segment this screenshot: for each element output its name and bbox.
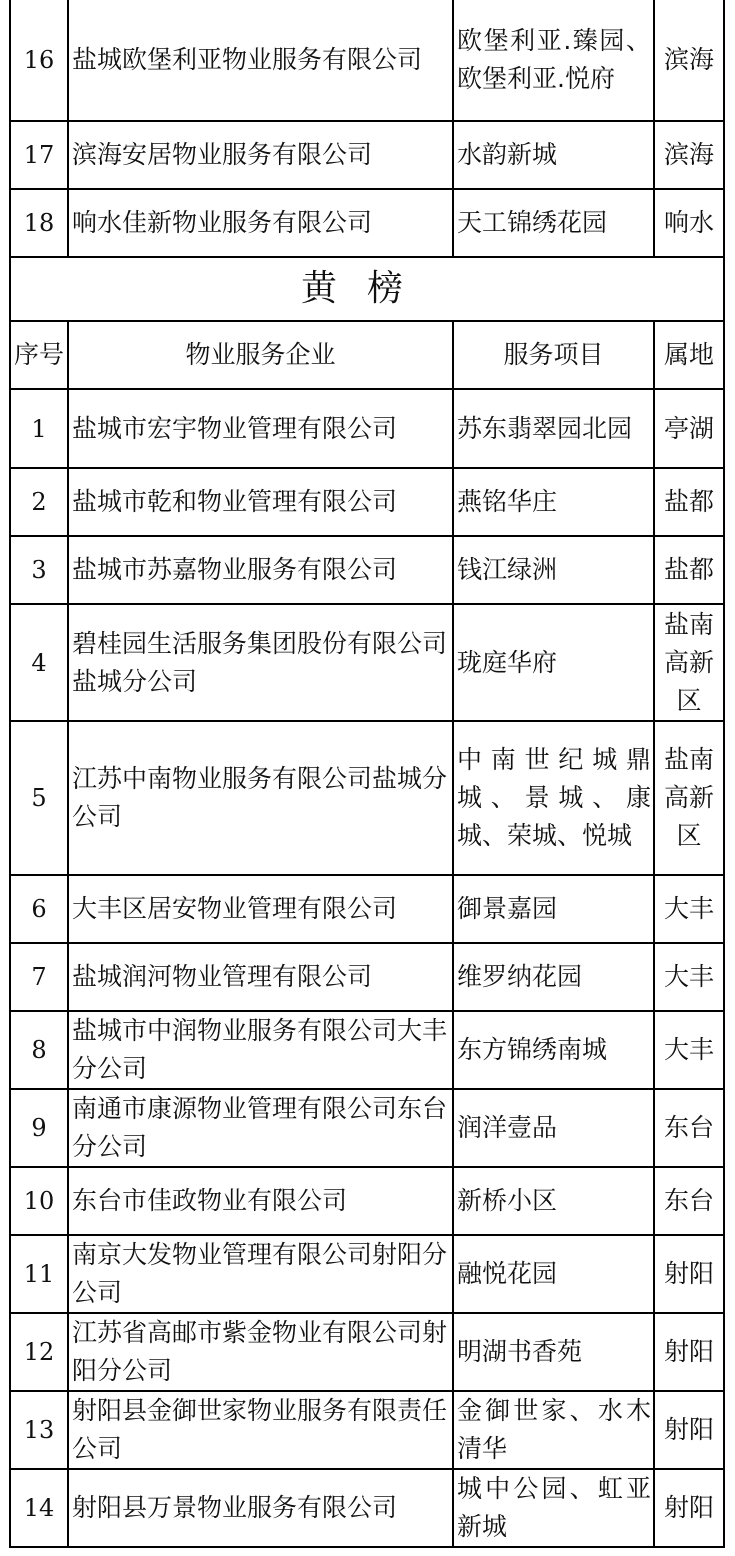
row-number: 11 (10, 1235, 68, 1313)
table-row (10, 1089, 724, 1167)
service-project: 维罗纳花园 (453, 943, 654, 1011)
location: 大丰 (654, 875, 724, 943)
location: 东台 (654, 1167, 724, 1235)
row-number: 9 (10, 1089, 68, 1167)
table-row (10, 1313, 724, 1391)
service-project: 融悦花园 (453, 1235, 654, 1313)
row-number: 14 (10, 1469, 68, 1547)
location: 东台 (654, 1089, 724, 1167)
section-title: 黄榜 (10, 257, 724, 321)
row-number: 1 (10, 389, 68, 468)
row-number: 12 (10, 1313, 68, 1391)
table-row (10, 536, 724, 604)
row-number: 10 (10, 1167, 68, 1235)
header-num: 序号 (10, 321, 68, 389)
company-name: 响水佳新物业服务有限公司 (68, 189, 453, 257)
location: 射阳 (654, 1313, 724, 1391)
table-row (10, 943, 724, 1011)
location: 射阳 (654, 1235, 724, 1313)
location: 盐都 (654, 536, 724, 604)
service-project: 水韵新城 (453, 121, 654, 189)
location: 盐南高新区 (654, 604, 724, 721)
table-row (10, 389, 724, 468)
row-number: 8 (10, 1011, 68, 1089)
header-row (10, 321, 724, 389)
table-row (10, 875, 724, 943)
table-row (10, 1167, 724, 1235)
service-project: 金御世家、水木清华 (453, 1391, 654, 1469)
row-number: 6 (10, 875, 68, 943)
header-project: 服务项目 (453, 321, 654, 389)
location: 亭湖 (654, 389, 724, 468)
row-number: 17 (10, 121, 68, 189)
company-name: 东台市佳政物业有限公司 (68, 1167, 453, 1235)
company-name: 盐城润河物业管理有限公司 (68, 943, 453, 1011)
location: 盐都 (654, 468, 724, 536)
company-name: 滨海安居物业服务有限公司 (68, 121, 453, 189)
row-number: 4 (10, 604, 68, 721)
row-number: 16 (10, 0, 68, 121)
service-project: 珑庭华府 (453, 604, 654, 721)
table-row (10, 721, 724, 875)
row-number: 13 (10, 1391, 68, 1469)
service-project: 东方锦绣南城 (453, 1011, 654, 1089)
company-name: 江苏省高邮市紫金物业有限公司射阳分公司 (68, 1313, 453, 1391)
company-name: 碧桂园生活服务集团股份有限公司盐城分公司 (68, 604, 453, 721)
service-project: 欧堡利亚.臻园、欧堡利亚.悦府 (453, 0, 654, 121)
company-name: 射阳县金御世家物业服务有限责任公司 (68, 1391, 453, 1469)
location: 射阳 (654, 1469, 724, 1547)
location: 滨海 (654, 0, 724, 121)
table-row (10, 1391, 724, 1469)
table-row (10, 1235, 724, 1313)
company-name: 南京大发物业管理有限公司射阳分公司 (68, 1235, 453, 1313)
header-location: 属地 (654, 321, 724, 389)
company-name: 南通市康源物业管理有限公司东台分公司 (68, 1089, 453, 1167)
location: 射阳 (654, 1391, 724, 1469)
table-row (10, 1469, 724, 1547)
table-row (10, 604, 724, 721)
company-name: 盐城市宏宇物业管理有限公司 (68, 389, 453, 468)
service-project: 中南世纪城鼎城、景城、康城、荣城、悦城 (453, 721, 654, 875)
section-title-row (10, 257, 724, 321)
table-row (10, 121, 724, 189)
company-name: 盐城欧堡利亚物业服务有限公司 (68, 0, 453, 121)
company-name: 盐城市苏嘉物业服务有限公司 (68, 536, 453, 604)
service-project: 天工锦绣花园 (453, 189, 654, 257)
row-number: 2 (10, 468, 68, 536)
table-row (10, 189, 724, 257)
location: 盐南高新区 (654, 721, 724, 875)
company-name: 大丰区居安物业管理有限公司 (68, 875, 453, 943)
service-project: 苏东翡翠园北园 (453, 389, 654, 468)
table-row (10, 0, 724, 121)
row-number: 5 (10, 721, 68, 875)
table-row (10, 468, 724, 536)
location: 滨海 (654, 121, 724, 189)
table-row (10, 1011, 724, 1089)
row-number: 3 (10, 536, 68, 604)
service-project: 润洋壹品 (453, 1089, 654, 1167)
service-project: 新桥小区 (453, 1167, 654, 1235)
service-project: 御景嘉园 (453, 875, 654, 943)
header-company: 物业服务企业 (68, 321, 453, 389)
row-number: 7 (10, 943, 68, 1011)
ranking-table (9, 0, 725, 1548)
company-name: 射阳县万景物业服务有限公司 (68, 1469, 453, 1547)
service-project: 燕铭华庄 (453, 468, 654, 536)
company-name: 盐城市乾和物业管理有限公司 (68, 468, 453, 536)
service-project: 明湖书香苑 (453, 1313, 654, 1391)
location: 响水 (654, 189, 724, 257)
service-project: 城中公园、虹亚新城 (453, 1469, 654, 1547)
location: 大丰 (654, 1011, 724, 1089)
service-project: 钱江绿洲 (453, 536, 654, 604)
location: 大丰 (654, 943, 724, 1011)
row-number: 18 (10, 189, 68, 257)
company-name: 江苏中南物业服务有限公司盐城分公司 (68, 721, 453, 875)
company-name: 盐城市中润物业服务有限公司大丰分公司 (68, 1011, 453, 1089)
